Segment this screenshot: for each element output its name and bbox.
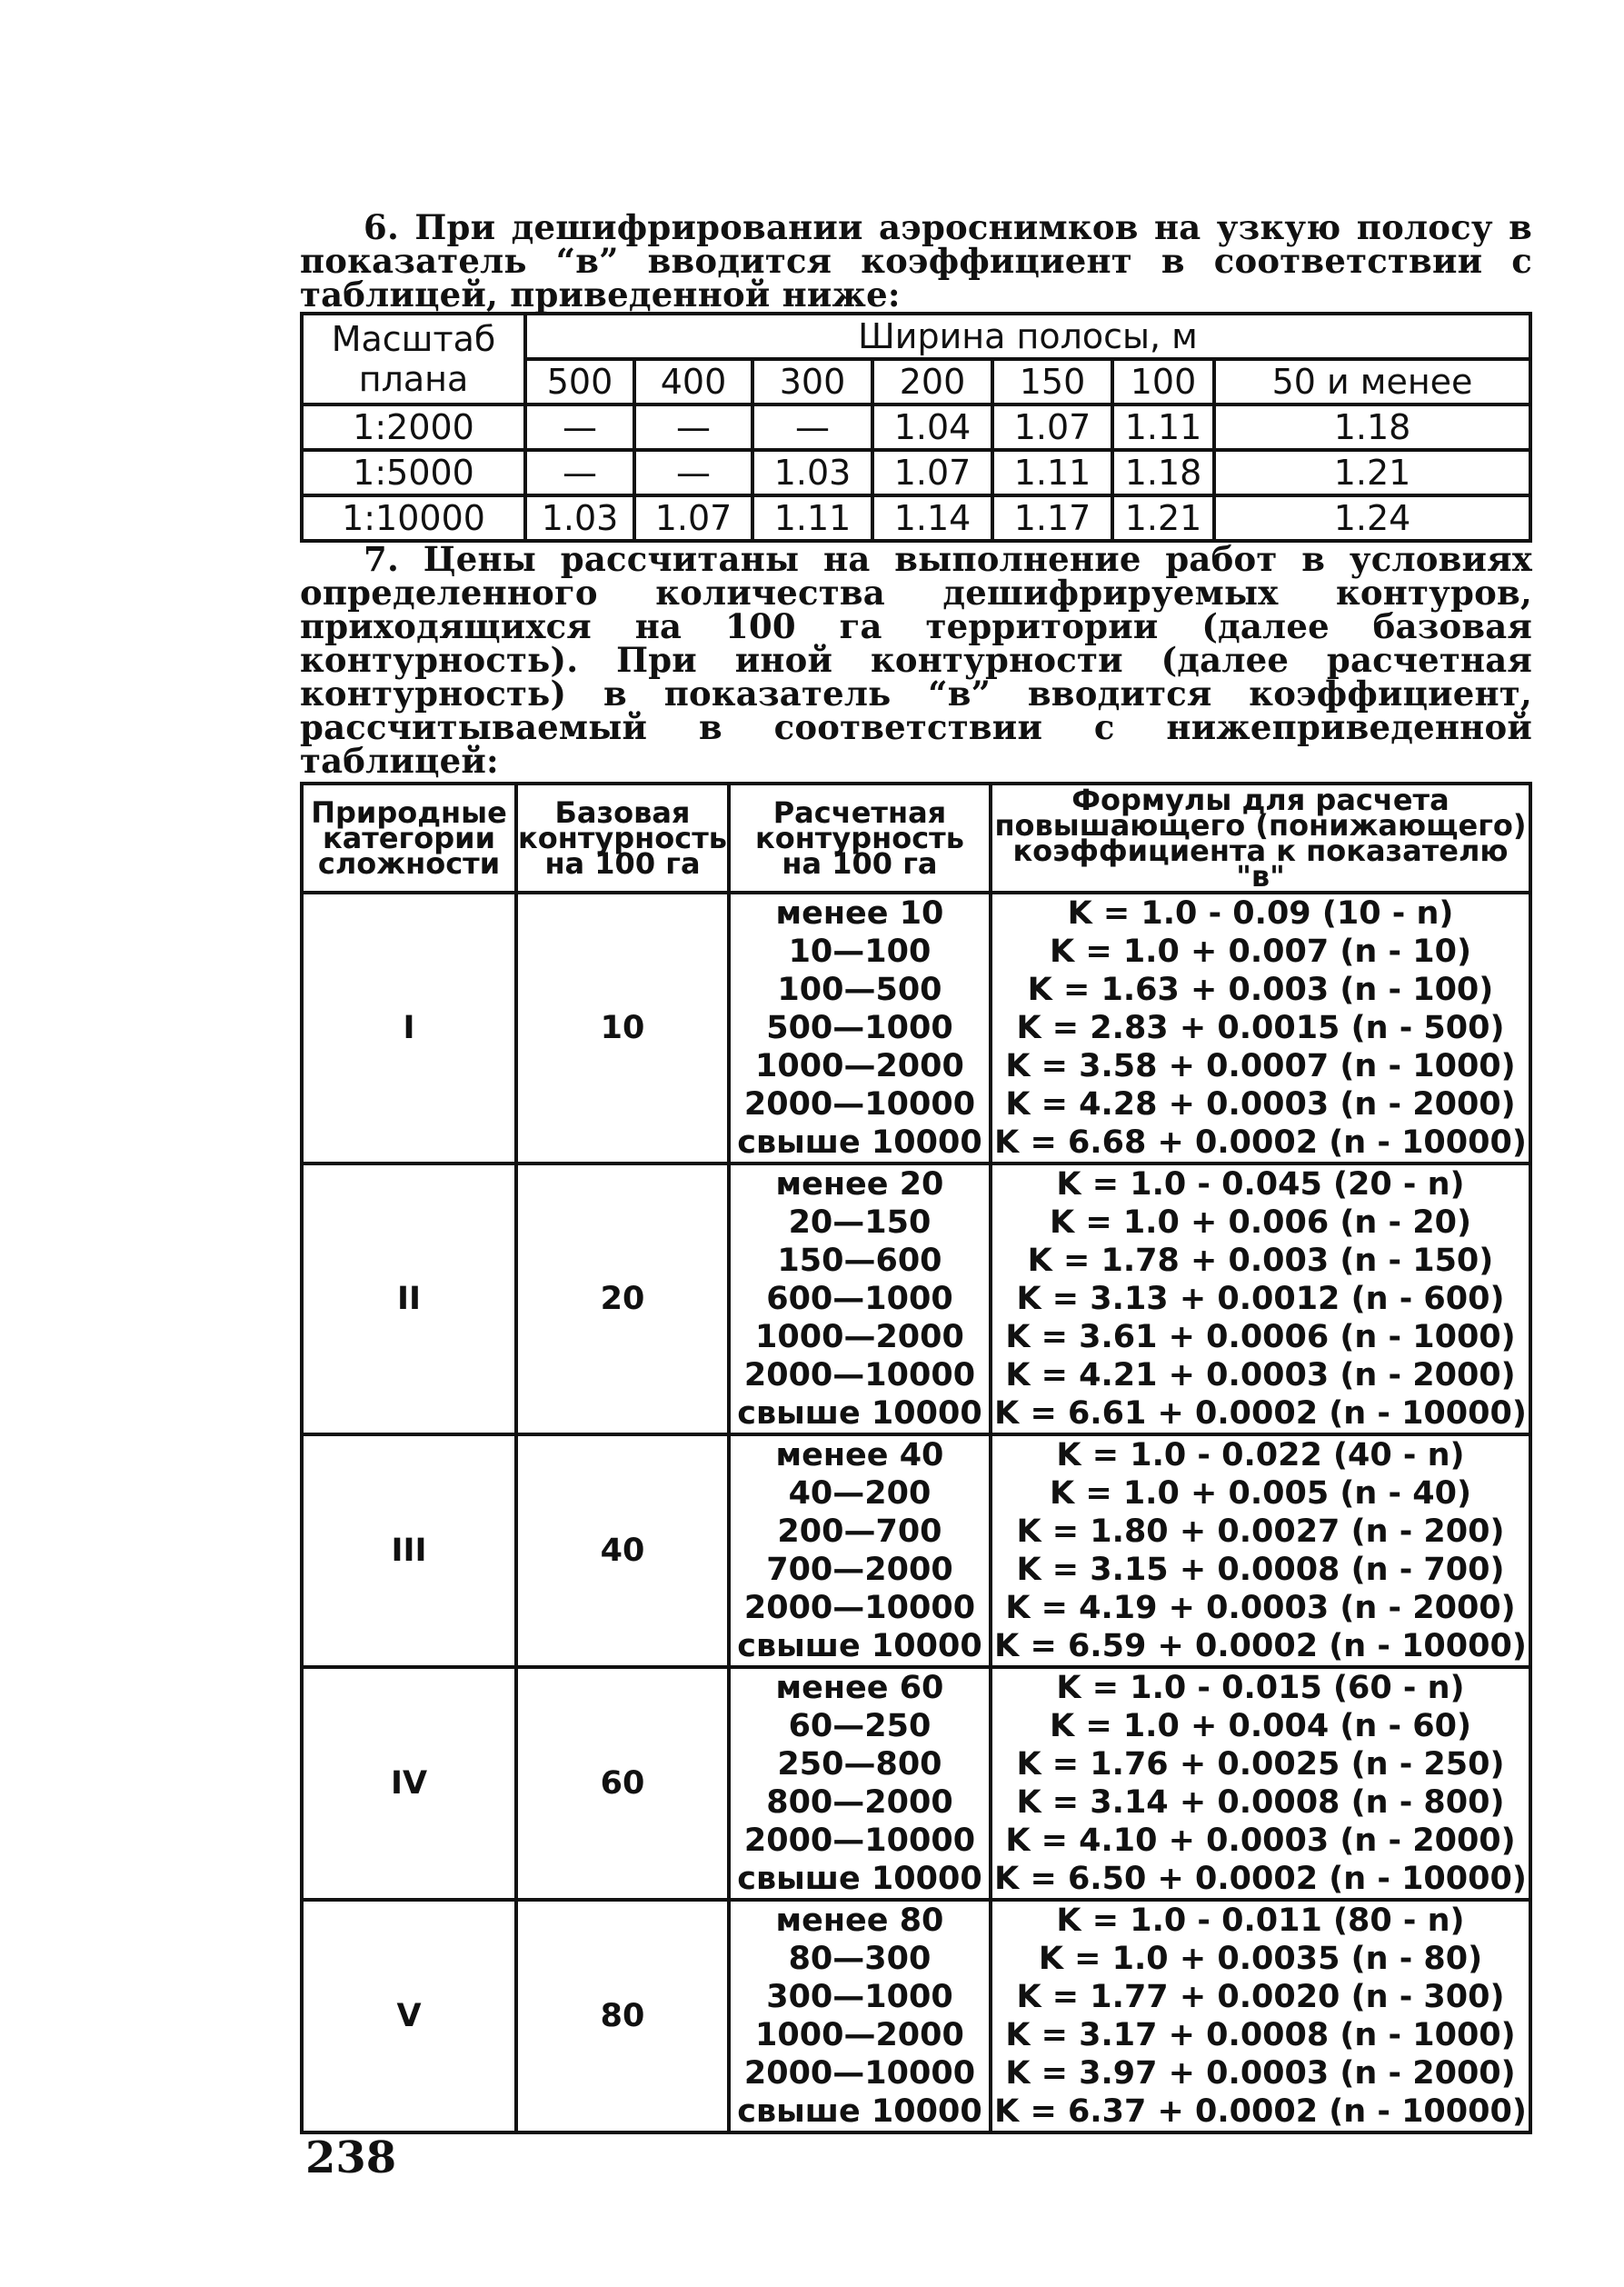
formula-line: K = 6.59 + 0.0002 (n - 10000) bbox=[994, 1628, 1527, 1664]
category-cell: III bbox=[302, 1434, 516, 1667]
value-cell: 1.03 bbox=[525, 495, 634, 541]
formula-line: K = 1.63 + 0.003 (n - 100) bbox=[1027, 972, 1494, 1008]
formula-line: K = 1.0 + 0.004 (n - 60) bbox=[1050, 1708, 1471, 1744]
formula-line: K = 4.28 + 0.0003 (n - 2000) bbox=[1005, 1086, 1516, 1123]
table-row bbox=[302, 495, 1530, 541]
table-row bbox=[302, 1667, 1530, 1900]
range-line: 200—700 bbox=[777, 1513, 942, 1550]
base-contour-cell: 80 bbox=[516, 1900, 729, 2132]
value-cell: 1.03 bbox=[752, 450, 872, 495]
range-line: 600—1000 bbox=[766, 1281, 953, 1317]
value-cell: 1.14 bbox=[872, 495, 992, 541]
formula-line: K = 3.58 + 0.0007 (n - 1000) bbox=[1005, 1048, 1516, 1084]
formula-line: K = 1.0 - 0.022 (40 - n) bbox=[1056, 1437, 1465, 1473]
formula-line: K = 1.0 - 0.09 (10 - n) bbox=[1067, 895, 1454, 932]
table-header-row bbox=[302, 314, 1530, 359]
scale-cell: 1:5000 bbox=[302, 450, 525, 495]
range-line: 150—600 bbox=[777, 1243, 942, 1279]
range-line: 2000—10000 bbox=[743, 2055, 976, 2092]
page-number: 238 bbox=[305, 2132, 397, 2183]
formula-line: K = 1.0 + 0.006 (n - 20) bbox=[1050, 1204, 1471, 1241]
formula-line: K = 6.61 + 0.0002 (n - 10000) bbox=[994, 1395, 1527, 1432]
header-scale-line-1: Масштаб bbox=[331, 319, 496, 359]
value-cell: 1.07 bbox=[872, 450, 992, 495]
formula-line: K = 3.14 + 0.0008 (n - 800) bbox=[1016, 1784, 1505, 1821]
width-cell: 300 bbox=[752, 359, 872, 404]
formula-line: K = 1.0 + 0.0035 (n - 80) bbox=[1038, 1941, 1483, 1977]
value-cell: 1.04 bbox=[872, 404, 992, 450]
range-line: 2000—10000 bbox=[743, 1590, 976, 1626]
base-contour-cell: 40 bbox=[516, 1434, 729, 1667]
value-cell: 1.07 bbox=[634, 495, 752, 541]
formula-line: K = 3.15 + 0.0008 (n - 700) bbox=[1016, 1552, 1505, 1588]
range-line: 1000—2000 bbox=[755, 2017, 964, 2053]
formula-line: K = 4.19 + 0.0003 (n - 2000) bbox=[1005, 1590, 1516, 1626]
formula-line: K = 1.76 + 0.0025 (n - 250) bbox=[1016, 1746, 1505, 1783]
range-line: менее 80 bbox=[775, 1903, 944, 1939]
page-content bbox=[300, 207, 1532, 2134]
paragraph-6: 6. При дешифрировании аэроснимков на узкую полосу в показатель “в” вводится коэффициент в соответствии с таблицей, приведенной ниже: bbox=[300, 207, 1532, 315]
value-cell: 1.21 bbox=[1214, 450, 1530, 495]
value-cell: 1.07 bbox=[992, 404, 1112, 450]
range-line: свыше 10000 bbox=[737, 1124, 982, 1161]
formula-cell bbox=[991, 1434, 1530, 1667]
header-scale-line-2: плана bbox=[358, 359, 469, 399]
table-row bbox=[302, 450, 1530, 495]
value-cell: 1.11 bbox=[1112, 404, 1214, 450]
header-category: Природные категории сложности bbox=[302, 784, 516, 893]
value-cell: 1.18 bbox=[1112, 450, 1214, 495]
header-calc-contour: Расчетная контурность на 100 га bbox=[729, 784, 991, 893]
formula-line: K = 1.0 + 0.005 (n - 40) bbox=[1050, 1475, 1471, 1512]
value-cell: — bbox=[752, 404, 872, 450]
value-cell: 1.24 bbox=[1214, 495, 1530, 541]
formula-line: K = 6.50 + 0.0002 (n - 10000) bbox=[994, 1861, 1527, 1897]
range-line: 2000—10000 bbox=[743, 1357, 976, 1393]
category-cell: I bbox=[302, 893, 516, 1163]
formula-cell bbox=[991, 1163, 1530, 1434]
base-contour-cell: 10 bbox=[516, 893, 729, 1163]
range-line: свыше 10000 bbox=[737, 1628, 982, 1664]
range-line: менее 40 bbox=[775, 1437, 944, 1473]
range-cell bbox=[729, 893, 991, 1163]
header-formulas: Формулы для расчета повышающего (понижающего) коэффициента к показателю "в" bbox=[991, 784, 1530, 893]
base-contour-cell: 60 bbox=[516, 1667, 729, 1900]
range-line: менее 20 bbox=[775, 1166, 944, 1203]
range-line: свыше 10000 bbox=[737, 2093, 982, 2130]
table-header-row bbox=[302, 784, 1530, 893]
range-line: 2000—10000 bbox=[743, 1086, 976, 1123]
value-cell: 1.18 bbox=[1214, 404, 1530, 450]
width-cell: 400 bbox=[634, 359, 752, 404]
value-cell: 1.17 bbox=[992, 495, 1112, 541]
formula-line: K = 3.61 + 0.0006 (n - 1000) bbox=[1005, 1319, 1516, 1355]
formula-cell bbox=[991, 1900, 1530, 2132]
range-cell bbox=[729, 1667, 991, 1900]
range-cell bbox=[729, 1163, 991, 1434]
formula-line: K = 1.0 + 0.007 (n - 10) bbox=[1050, 934, 1471, 970]
paragraph-7: 7. Цены рассчитаны на выполнение работ в условиях определенного количества дешифрируемых контуров, приходящихся на 100 га территории (далее базовая контурность). При иной контурности (далее расчетная контурность) в показатель “в” вводится коэффициент, рассчитываемый в соответствии с нижеприведенной таблицей: bbox=[300, 539, 1532, 781]
width-cell: 50 и менее bbox=[1214, 359, 1530, 404]
range-line: 1000—2000 bbox=[755, 1048, 964, 1084]
table-row bbox=[302, 1900, 1530, 2132]
value-cell: 1.21 bbox=[1112, 495, 1214, 541]
table-body bbox=[302, 893, 1530, 2132]
range-line: 40—200 bbox=[788, 1475, 932, 1512]
header-scale bbox=[302, 314, 525, 404]
width-cell: 150 bbox=[992, 359, 1112, 404]
range-line: 300—1000 bbox=[766, 1979, 953, 2015]
header-base-contour: Базовая контурность на 100 га bbox=[516, 784, 729, 893]
range-line: свыше 10000 bbox=[737, 1861, 982, 1897]
table-row bbox=[302, 1434, 1530, 1667]
formula-line: K = 3.13 + 0.0012 (n - 600) bbox=[1016, 1281, 1505, 1317]
formula-line: K = 4.21 + 0.0003 (n - 2000) bbox=[1005, 1357, 1516, 1393]
formula-line: K = 6.68 + 0.0002 (n - 10000) bbox=[994, 1124, 1527, 1161]
range-line: 60—250 bbox=[788, 1708, 932, 1744]
formula-cell bbox=[991, 1667, 1530, 1900]
width-cell: 500 bbox=[525, 359, 634, 404]
formula-line: K = 4.10 + 0.0003 (n - 2000) bbox=[1005, 1823, 1516, 1859]
scale-cell: 1:10000 bbox=[302, 495, 525, 541]
table-row bbox=[302, 893, 1530, 1163]
formula-line: K = 1.80 + 0.0027 (n - 200) bbox=[1016, 1513, 1505, 1550]
strip-width-table bbox=[300, 312, 1532, 543]
range-line: 100—500 bbox=[777, 972, 942, 1008]
formula-line: K = 3.17 + 0.0008 (n - 1000) bbox=[1005, 2017, 1516, 2053]
formula-line: K = 1.78 + 0.003 (n - 150) bbox=[1027, 1243, 1494, 1279]
formula-line: K = 1.0 - 0.015 (60 - n) bbox=[1056, 1670, 1465, 1706]
formula-line: K = 1.0 - 0.011 (80 - n) bbox=[1056, 1903, 1465, 1939]
category-cell: II bbox=[302, 1163, 516, 1434]
range-line: 20—150 bbox=[788, 1204, 932, 1241]
range-line: менее 10 bbox=[775, 895, 944, 932]
range-line: свыше 10000 bbox=[737, 1395, 982, 1432]
value-cell: — bbox=[634, 450, 752, 495]
width-cell: 100 bbox=[1112, 359, 1214, 404]
formula-line: K = 1.0 - 0.045 (20 - n) bbox=[1056, 1166, 1465, 1203]
scale-cell: 1:2000 bbox=[302, 404, 525, 450]
range-line: 1000—2000 bbox=[755, 1319, 964, 1355]
base-contour-cell: 20 bbox=[516, 1163, 729, 1434]
range-line: 250—800 bbox=[777, 1746, 942, 1783]
value-cell: — bbox=[634, 404, 752, 450]
value-cell: 1.11 bbox=[752, 495, 872, 541]
formula-cell bbox=[991, 893, 1530, 1163]
width-cell: 200 bbox=[872, 359, 992, 404]
value-cell: 1.11 bbox=[992, 450, 1112, 495]
formula-line: K = 1.77 + 0.0020 (n - 300) bbox=[1016, 1979, 1505, 2015]
header-strip-width: Ширина полосы, м bbox=[525, 314, 1530, 359]
range-cell bbox=[729, 1900, 991, 2132]
table-row bbox=[302, 404, 1530, 450]
category-cell: IV bbox=[302, 1667, 516, 1900]
table-row bbox=[302, 1163, 1530, 1434]
formula-line: K = 6.37 + 0.0002 (n - 10000) bbox=[994, 2093, 1527, 2130]
range-line: 800—2000 bbox=[766, 1784, 953, 1821]
contour-coefficient-table bbox=[300, 782, 1532, 2134]
range-line: 10—100 bbox=[788, 934, 932, 970]
range-cell bbox=[729, 1434, 991, 1667]
formula-line: K = 2.83 + 0.0015 (n - 500) bbox=[1016, 1010, 1505, 1046]
range-line: 80—300 bbox=[788, 1941, 932, 1977]
formula-line: K = 3.97 + 0.0003 (n - 2000) bbox=[1005, 2055, 1516, 2092]
value-cell: — bbox=[525, 404, 634, 450]
category-cell: V bbox=[302, 1900, 516, 2132]
range-line: 700—2000 bbox=[766, 1552, 953, 1588]
range-line: менее 60 bbox=[775, 1670, 944, 1706]
range-line: 500—1000 bbox=[766, 1010, 953, 1046]
value-cell: — bbox=[525, 450, 634, 495]
range-line: 2000—10000 bbox=[743, 1823, 976, 1859]
